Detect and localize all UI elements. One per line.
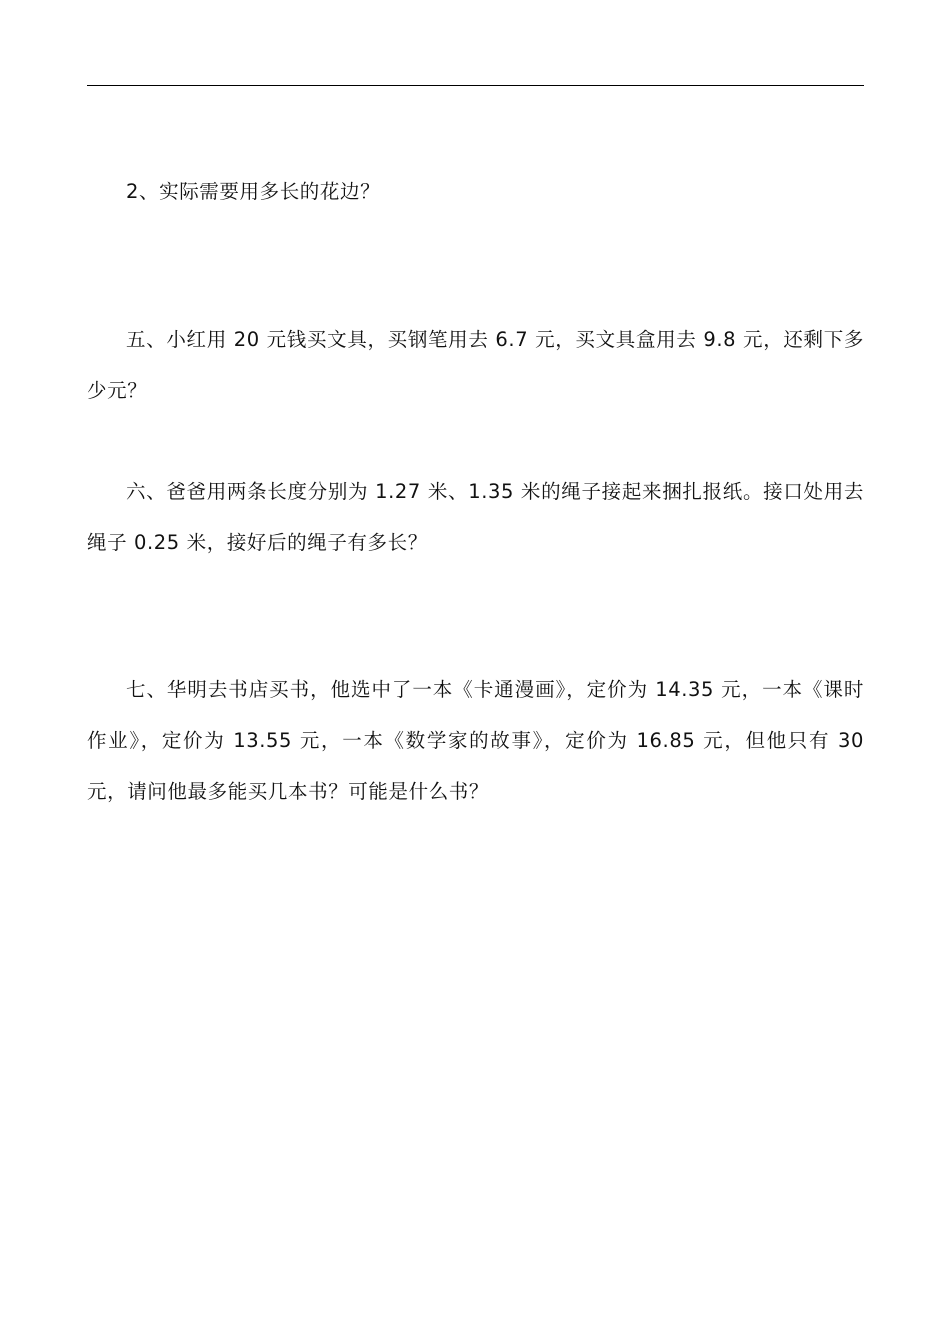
question-2-text: 2、实际需要用多长的花边？ bbox=[126, 180, 381, 203]
header-divider-line bbox=[87, 85, 864, 86]
question-6-text: 六、爸爸用两条长度分别为 1.27 米、1.35 米的绳子接起来捆扎报纸。接口处用去绳子 0.25 米，接好后的绳子有多长？ bbox=[87, 480, 864, 554]
question-5-text: 五、小红用 20 元钱买文具，买钢笔用去 6.7 元，买文具盒用去 9.8 元，还剩下多少元？ bbox=[87, 328, 864, 402]
question-7-text: 七、华明去书店买书，他选中了一本《卡通漫画》，定价为 14.35 元，一本《课时作业》，定价为 13.55 元，一本《数学家的故事》，定价为 16.85 元，但他只有 30 元，请问他最多能买几本书？可能是什么书？ bbox=[87, 678, 864, 803]
